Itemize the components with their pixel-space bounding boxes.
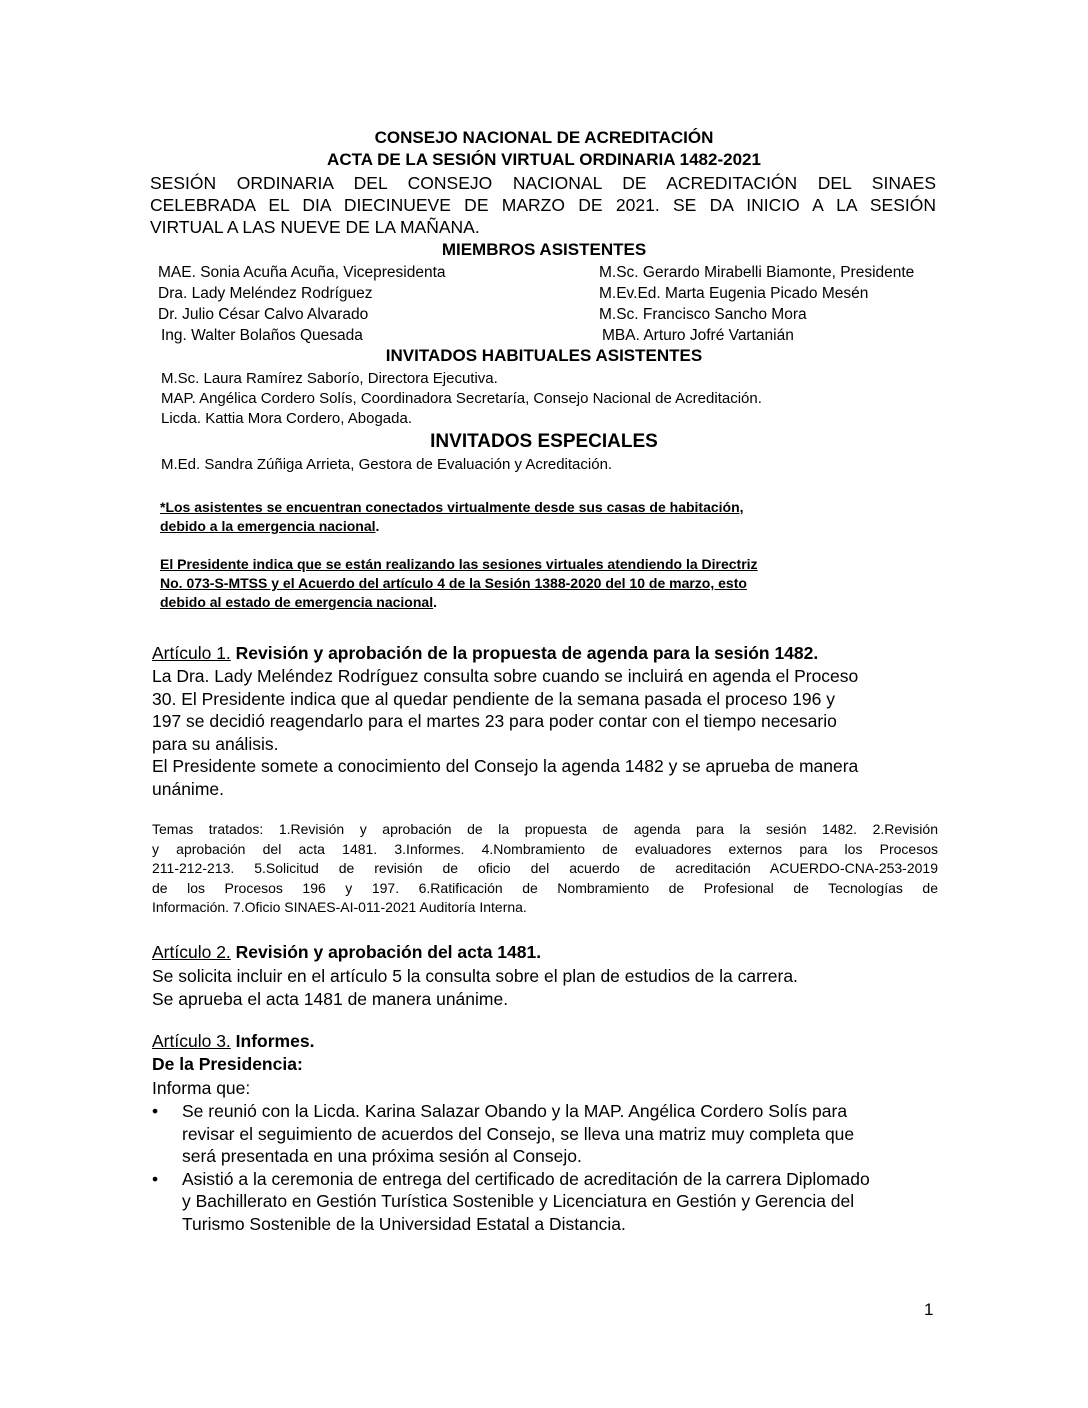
bullet-item [152,1168,952,1236]
note-line: debido al estado de emergencia nacional [160,594,434,610]
article-1-line: 197 se decidió reagendarlo para el martes 23 para poder contar con el tiempo necesario [152,711,837,731]
article-1-label: Artículo 1. [152,643,231,663]
bullet-line: y Bachillerato en Gestión Turística Sostenible y Licenciatura en Gestión y Gerencia del [182,1191,855,1211]
document-title: CONSEJO NACIONAL DE ACREDITACIÓN [374,128,714,147]
informs-lead: Informa que: [152,1078,251,1098]
article-3-heading [152,1031,314,1052]
article-1-line: La Dra. Lady Meléndez Rodríguez consulta sobre cuando se incluirá en agenda el Proceso [152,666,859,686]
bullet-line: Asistió a la ceremonia de entrega del certificado de acreditación de la carrera Diplomado [182,1168,870,1189]
note-end: . [375,518,380,534]
topics-line: y aprobación del acta 1481. 3.Informes. 4.Nombramiento de evaluadores externos para los Procesos [152,840,938,857]
member-right-4: MBA. Arturo Jofré Vartanián [602,327,794,344]
member-left-3: Dr. Julio César Calvo Alvarado [158,306,369,323]
member-left-2: Dra. Lady Meléndez Rodríguez [158,285,373,302]
bullet-icon: • [152,1101,159,1121]
virtual-attendance-note [160,498,926,536]
article-1-line: 30. El Presidente indica que al quedar pendiente de la semana pasada el proceso 196 y [152,688,835,709]
topics-line: 211-212-213. 5.Solicitud de revisión de oficio del acuerdo de acreditación ACUERDO-CNA-253-2019 [152,860,938,876]
article-1-line: para su análisis. [152,733,279,754]
article-1-heading [152,643,818,664]
bullet-icon: • [152,1168,159,1189]
note-line: El Presidente indica que se están realizando las sesiones virtuales atendiendo la Directriz [160,556,758,572]
topics-line: de los Procesos 196 y 197. 6.Ratificación de Nombramiento de Profesional de Tecnologías de [152,879,938,896]
note-line: debido a la emergencia nacional [160,518,376,534]
special-guest-1: M.Ed. Sandra Zúñiga Arrieta, Gestora de Evaluación y Acreditación. [161,456,613,473]
bullet-line: será presentada en una próxima sesión al Consejo. [182,1146,582,1166]
special-guests-heading: INVITADOS ESPECIALES [430,431,658,452]
article-1-line: El Presidente somete a conocimiento del Consejo la agenda 1482 y se aprueba de manera [152,756,859,776]
member-left-4: Ing. Walter Bolaños Quesada [161,327,363,344]
article-1-title: Revisión y aprobación de la propuesta de agenda para la sesión 1482. [235,643,819,663]
topics-line: Temas tratados: 1.Revisión y aprobación de la propuesta de agenda para la sesión 1482. 2.Revisión [152,821,938,837]
bullet-line: revisar el seguimiento de acuerdos del Consejo, se lleva una matriz muy completa que [182,1123,855,1144]
regular-guest-2: MAP. Angélica Cordero Solís, Coordinadora Secretaría, Consejo Nacional de Acreditación. [161,390,762,407]
article-2-body [152,965,938,1010]
regular-guest-3: Licda. Kattia Mora Cordero, Abogada. [161,410,412,427]
bullet-item [152,1100,952,1168]
topics-line: Información. 7.Oficio SINAES-AI-011-2021 Auditoría Interna. [152,899,527,915]
member-right-2: M.Ev.Ed. Marta Eugenia Picado Mesén [599,285,869,302]
note-line: No. 073-S-MTSS y el Acuerdo del artículo 4 de la Sesión 1388-2020 del 10 de marzo, esto [160,575,747,591]
bullet-line: Se reunió con la Licda. Karina Salazar Obando y la MAP. Angélica Cordero Solís para [182,1101,848,1121]
member-right-1: M.Sc. Gerardo Mirabelli Biamonte, Presidente [599,264,915,281]
bullet-line: Turismo Sostenible de la Universidad Estatal a Distancia. [182,1213,626,1234]
intro-paragraph [150,172,936,238]
article-2-title: Revisión y aprobación del acta 1481. [235,942,542,962]
member-left-1: MAE. Sonia Acuña Acuña, Vicepresidenta [158,264,446,281]
members-heading: MIEMBROS ASISTENTES [441,240,647,259]
article-3-title: Informes. [235,1031,315,1051]
topics-paragraph [152,820,938,918]
intro-line: VIRTUAL A LAS NUEVE DE LA MAÑANA. [150,217,480,237]
document-subtitle: ACTA DE LA SESIÓN VIRTUAL ORDINARIA 1482-2021 [327,150,761,169]
article-1-line: unánime. [152,778,224,799]
regular-guest-1: M.Sc. Laura Ramírez Saborío, Directora Ejecutiva. [161,370,498,387]
page-number: 1 [924,1300,934,1319]
article-2-label: Artículo 2. [152,942,231,962]
article-2-heading [152,942,541,963]
directive-note [160,555,926,612]
presidency-subheading: De la Presidencia: [152,1054,303,1074]
article-2-line: Se solicita incluir en el artículo 5 la consulta sobre el plan de estudios de la carrera. [152,966,798,986]
article-1-body [152,665,938,800]
presidency-bullet-list [152,1100,952,1235]
member-right-3: M.Sc. Francisco Sancho Mora [599,306,807,323]
article-2-line: Se aprueba el acta 1481 de manera unánime. [152,988,509,1009]
article-3-label: Artículo 3. [152,1031,231,1051]
note-line: *Los asistentes se encuentran conectados virtualmente desde sus casas de habitación, [160,499,744,515]
regular-guests-heading: INVITADOS HABITUALES ASISTENTES [385,346,703,365]
intro-line: SESIÓN ORDINARIA DEL CONSEJO NACIONAL DE ACREDITACIÓN DEL SINAES [150,173,936,193]
note-end: . [433,594,437,610]
intro-line: CELEBRADA EL DIA DIECINUEVE DE MARZO DE 2021. SE DA INICIO A LA SESIÓN [150,195,936,215]
